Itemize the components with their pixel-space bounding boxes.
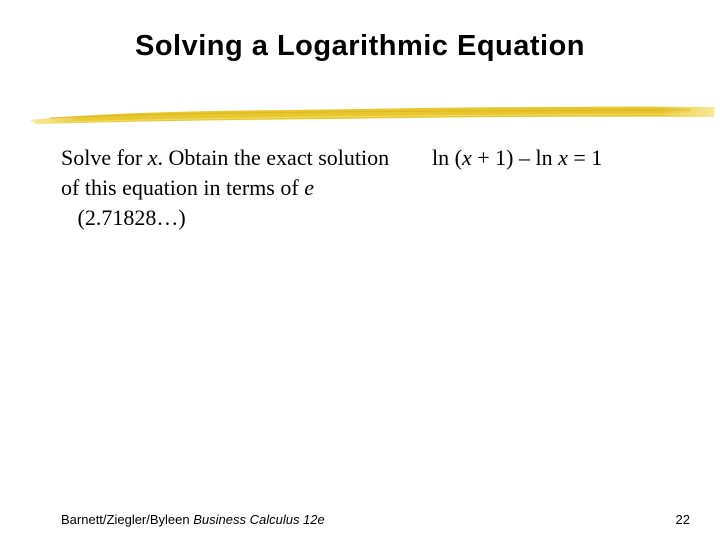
- equation-part: ln (: [432, 145, 462, 170]
- e-value: (2.71828…): [61, 205, 186, 230]
- equation-part: + 1) – ln: [471, 145, 559, 170]
- equation-variable: x: [558, 145, 568, 170]
- equation-part: = 1: [567, 145, 603, 170]
- variable-e: e: [304, 175, 314, 200]
- variable-x: x: [147, 145, 158, 170]
- footer-authors: Barnett/Ziegler/Byleen: [61, 512, 194, 527]
- problem-text: . Obtain the exact solution of this equation in terms of: [61, 145, 390, 200]
- footer-citation: [61, 512, 325, 527]
- title-underline: [30, 98, 715, 132]
- equation-variable: x: [461, 145, 472, 170]
- footer-book-title: Business Calculus 12e: [193, 512, 325, 527]
- slide-title: Solving a Logarithmic Equation: [134, 30, 586, 62]
- page-number: 22: [675, 512, 690, 527]
- equation: [432, 143, 602, 173]
- problem-text: Solve for: [61, 145, 148, 170]
- problem-statement: [61, 143, 391, 233]
